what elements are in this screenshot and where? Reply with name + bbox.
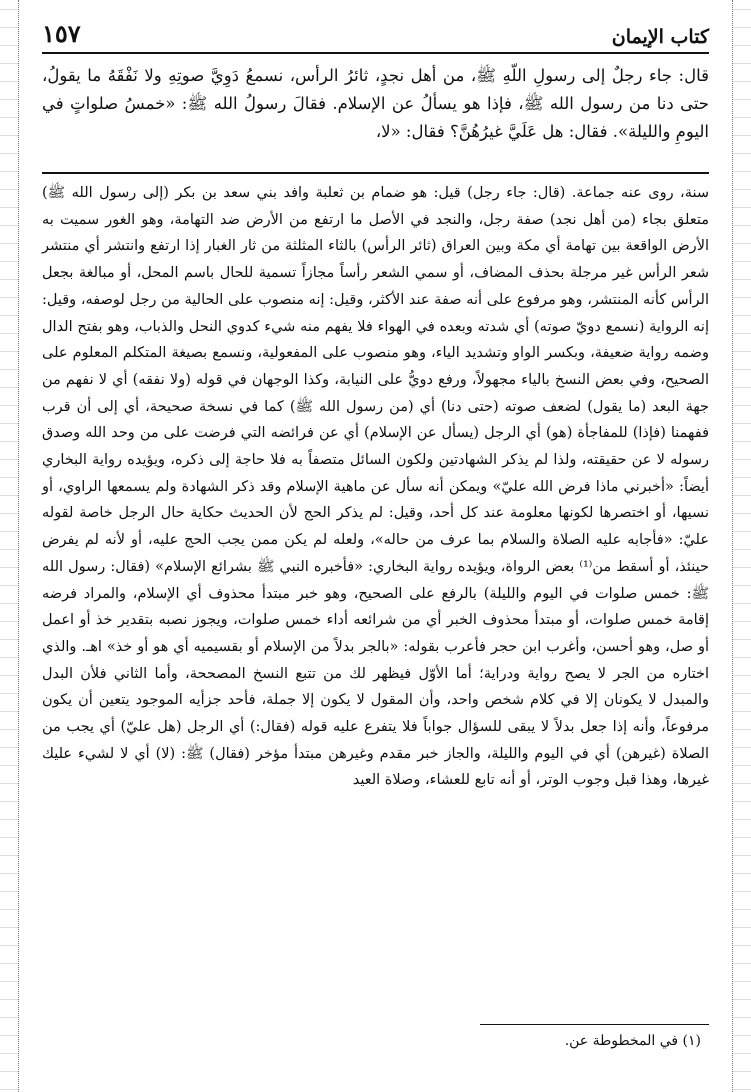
commentary (42, 180, 709, 794)
decorative-border-left (0, 0, 19, 1092)
book-title: كتاب الإيمان (611, 26, 709, 48)
footnote: (١) في المخطوطة عن. (564, 1033, 701, 1049)
commentary-paragraph: سنة، روى عنه جماعة. (قال: جاء رجل) قيل: هو ضمام بن ثعلبة وافد بني سعد بن بكر (إلى رسول الله ﷺ) متعلق بجاء (من أهل نجد) صفة رجل، والنجد في الأصل ما ارتفع من الأرض ضد التهامة، وهو الغور سميت به الأرض الواقعة بين تهامة أي مكة وبين العراق (ثائر الرأس) بالثاء المثلثة من ثار الغبار إذا ارتفع وانتشر أي منتشر شعر الرأس غير مرجلة بحذف المضاف، أو سمي الشعر رأساً مجازاً تسمية للحال باسم المحل، أو مبالغة بجعل الرأس كأنه المنتشر، وهو مرفوع على أنه صفة عند الأكثر، وقيل: إنه منصوب على الحالية من رجل لوصفه، وقيل: إنه الرواية (نسمع دويّ صوته) أي شدته وبعده في الهواء فلا يفهم منه شيء كدوي النحل والذباب، وهو بفتح الدال وضمه رواية ضعيفة، وبكسر الواو وتشديد الياء، وهو منصوب على المفعولية، ونسمع بصيغة المتكلم المعلوم على الصحيح، وفي بعض النسخ بالياء مجهولاً، ورفع دويُّ على النيابة، وكذا الوجهان في قوله (ولا نفقه) أي لا نفهم من جهة البعد (ما يقول) لضعف صوته (حتى دنا) أي (من رسول الله ﷺ) كما في نسخة صحيحة، أي إلى أن قرب ففهمنا (فإذا) للمفاجأة (هو) أي الرجل (يسأل عن الإسلام) أي عن فرائضه التي فرضت على من وحد الله وصدق رسوله لا عن حقيقته، ولذا لم يذكر الشهادتين ولكون السائل متصفاً به فلا حاجة إلى ذكره، ويؤيده رواية البخاري أيضاً: «أخبرني ماذا فرض الله عليّ» ويمكن أنه سأل عن ماهية الإسلام وقد ذكر الشهادة ولم يسمعها الراوي، أو نسيها، أو اختصرها لكونها معلومة عند كل أحد، وقيل: لم يذكر الحج لأن الحديث حكاية حال الرجل خاصة لقوله عليّ: «فأجابه عليه الصلاة والسلام بما عرف من حاله»، ولعله لم يكن ممن يجب الحج عليه، أو لأنه لم يفرض حينئذ، أو أسقط من⁽¹⁾ بعض الرواة، ويؤيده رواية البخاري: «فأخبره النبي ﷺ بشرائع الإسلام» (فقال: رسول الله ﷺ: خمس صلوات في اليوم والليلة) بالرفع على الصحيح، وهو خبر مبتدأ محذوف أي الإسلام، والمراد فرضه إقامة خمس صلوات، أو مبتدأ محذوف الخبر أي من شرائعه أداء خمس صلوات، ويجوز نصبه بتقدير خذ أو اعمل أو صل، وهو أحسن، وأغرب ابن حجر فأعرب بقوله: «بالجر بدلاً من الإسلام أو بقسيميه أي هو أو خذ» اهـ. والذي اختاره من الجر لا يصح رواية ودراية؛ أما الأوّل فيظهر لك من تتبع النسخ المصححة، وأما الثاني فلأن البدل والمبدل لا يكونان إلا في كلام شخص واحد، وأن المقول لا يكون إلا جملة، فأحد جزأيه الموجود يتعين أن يكون مرفوعاً، وأنه إذا جعل بدلاً لا يبقى للسؤال جواباً فلا يتفرع عليه قوله (فقال:) أي الرجل (هل عليّ) أي يجب من الصلاة (غيرهن) أي في اليوم والليلة، والجاز خبر مقدم وغيرهن مبتدأ مؤخر (فقال) ﷺ: (لا) أي لا لشيء عليك غيرها، وهذا قبل وجوب الوتر، أو أنه تابع للعشاء، وصلاة العيد (42, 185, 709, 789)
decorative-border-right (732, 0, 751, 1092)
hadith-text: قال: جاء رجلٌ إلى رسولِ اللّهِ ﷺ، من أهل نجدٍ، ثائرُ الرأس، نسمعُ دَوِيَّ صوتِهِ ولا نَفْقَهُ ما يقولُ، حتى دنا من رسول الله ﷺ، فإذا هو يسألُ عن الإسلام. فقالَ رسولُ الله ﷺ: «خمسُ صلواتٍ في اليومِ والليلة». فقال: هل عَلَيَّ غيرُهُنَّ؟ فقال: «لا، (42, 66, 709, 141)
page-header (42, 14, 709, 54)
page-number: ١٥٧ (42, 19, 81, 48)
footnote-divider (480, 1024, 709, 1025)
section-divider (42, 172, 709, 174)
